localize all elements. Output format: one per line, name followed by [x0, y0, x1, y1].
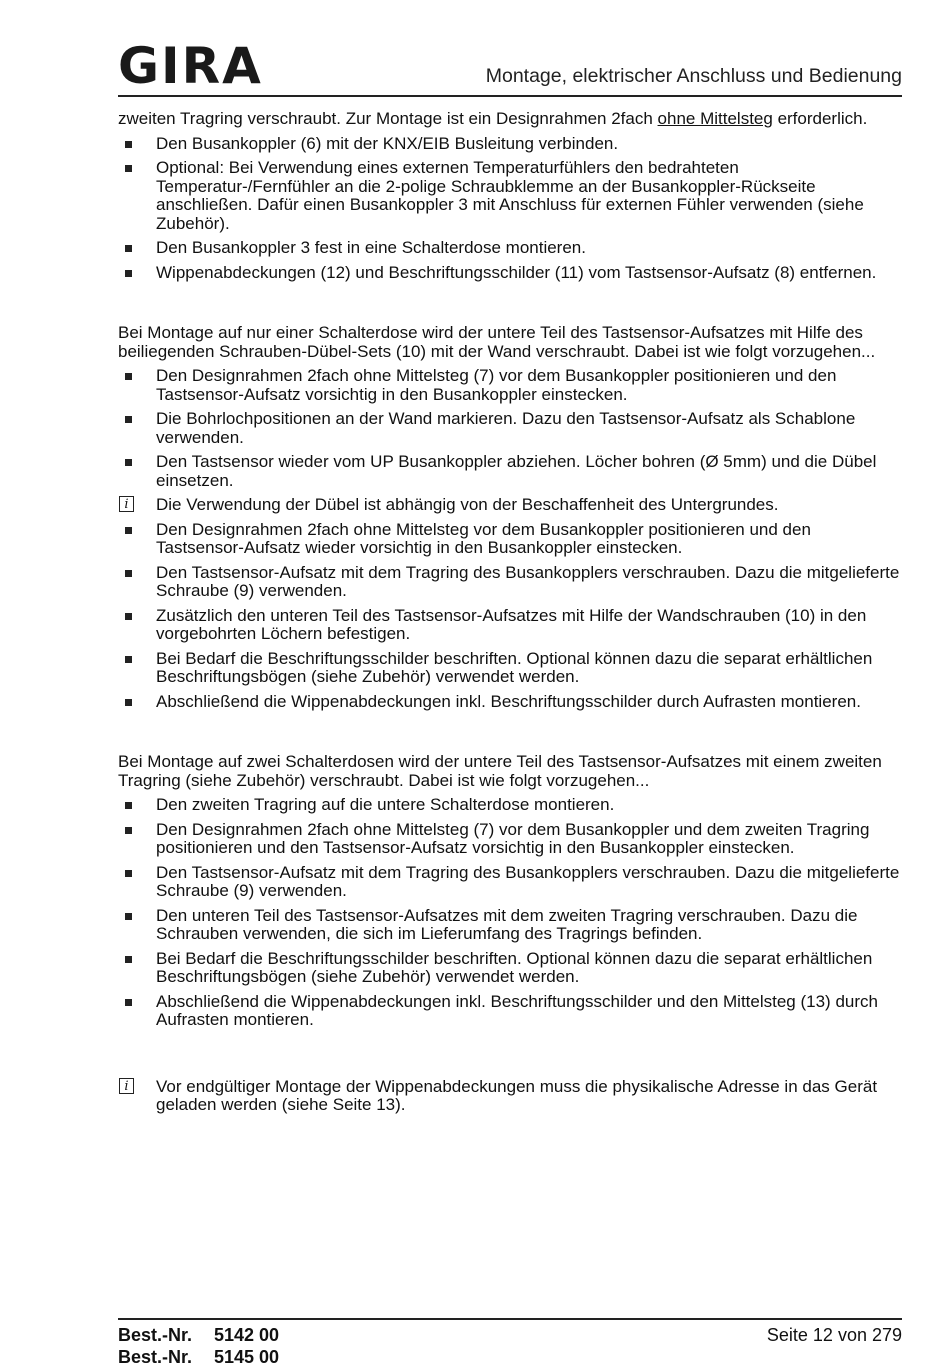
list-item: [118, 367, 902, 404]
square-bullet-icon: [125, 802, 132, 809]
list-item-text: Zusätzlich den unteren Teil des Tastsensor-Aufsatzes mit Hilfe der Wandschrauben (10) in den vorgebohrten Löchern befestigen.: [156, 605, 867, 643]
final-info-text: Vor endgültiger Montage der Wippenabdeckungen muss die physikalische Adresse in das Gerät geladen werden (siehe Seite 13).: [156, 1076, 878, 1114]
square-bullet-icon: [125, 956, 132, 963]
list-item-text: Den Tastsensor wieder vom UP Busankoppler abziehen. Löcher bohren (Ø 5mm) und die Dübel einsetzen.: [156, 452, 877, 490]
info-note: [118, 496, 902, 515]
list-item: [118, 239, 902, 258]
list-item-text: Den Tastsensor-Aufsatz mit dem Tragring des Busankopplers verschrauben. Dazu die mitgelieferte Schraube (9) verwenden.: [156, 562, 900, 600]
section-one-box-intro: Bei Montage auf nur einer Schalterdose wird der untere Teil des Tastsensor-Aufsatzes mit Hilfe des beiliegenden Schrauben-Dübel-Sets (10) mit der Wand verschraubt. Dabei ist wie folgt vorzugehen...: [118, 323, 876, 361]
order-number-value: 5145 00: [214, 1347, 280, 1367]
square-bullet-icon: [125, 827, 132, 834]
list-item: [118, 950, 902, 987]
list-item-text: Abschließend die Wippenabdeckungen inkl. Beschriftungsschilder und den Mittelsteg (13) durch Aufrasten montieren.: [156, 991, 878, 1029]
list-item-text: Den Designrahmen 2fach ohne Mittelsteg vor dem Busankoppler positionieren und den Tastsensor-Aufsatz wieder vorsichtig in den Busankoppler einstecken.: [156, 519, 811, 557]
intro-text-after: erforderlich.: [772, 109, 868, 128]
page-header-title: Montage, elektrischer Anschluss und Bedienung: [485, 65, 902, 87]
square-bullet-icon: [125, 141, 132, 148]
list-item-text: Den Busankoppler 3 fest in eine Schalterdose montieren.: [156, 238, 586, 257]
square-bullet-icon: [125, 699, 132, 706]
list-item-text: Abschließend die Wippenabdeckungen inkl. Beschriftungsschilder durch Aufrasten montieren.: [156, 691, 861, 711]
list-item: [118, 521, 902, 558]
list-item: [118, 159, 902, 233]
list-item: [118, 410, 902, 447]
final-info-note: [118, 1078, 902, 1115]
square-bullet-icon: [125, 913, 132, 920]
list-item: [118, 650, 902, 687]
header-divider: [118, 95, 902, 97]
order-numbers: [118, 1324, 279, 1368]
list-item-text: Bei Bedarf die Beschriftungsschilder beschriften. Optional können dazu die separat erhältlichen Beschriftungsbögen (siehe Zubehör) verwendet werden.: [156, 648, 873, 686]
list-item-text: Die Bohrlochpositionen an der Wand markieren. Dazu den Tastsensor-Aufsatz als Schablone verwenden.: [156, 409, 856, 447]
list-item: [118, 607, 902, 644]
intro-underlined-text: ohne Mittelsteg: [657, 109, 773, 128]
list-item-text: Den Designrahmen 2fach ohne Mittelsteg (7) vor dem Busankoppler positionieren und den Tastsensor-Aufsatz vorsichtig in den Busankoppler einstecken.: [156, 366, 837, 404]
info-icon: i: [119, 496, 134, 512]
list-item: [118, 821, 902, 858]
list-item-text: Den Designrahmen 2fach ohne Mittelsteg (7) vor dem Busankoppler und dem zweiten Tragring positionieren und den Tastsensor-Aufsatz vorsichtig in den Busankoppler einstecken.: [156, 819, 870, 857]
gira-logo: GIRA: [118, 37, 263, 95]
list-item: [118, 564, 902, 601]
square-bullet-icon: [125, 165, 132, 172]
square-bullet-icon: [125, 527, 132, 534]
intro-text-before: zweiten Tragring verschraubt. Zur Montage ist ein Designrahmen 2fach: [118, 109, 658, 128]
square-bullet-icon: [125, 459, 132, 466]
page-number: Seite 12 von 279: [766, 1325, 902, 1345]
list-item-text: Bei Bedarf die Beschriftungsschilder beschriften. Optional können dazu die separat erhältlichen Beschriftungsbögen (siehe Zubehör) verwendet werden.: [156, 948, 873, 986]
list-item: [118, 264, 902, 283]
square-bullet-icon: [125, 416, 132, 423]
list-item-text: Den Busankoppler (6) mit der KNX/EIB Busleitung verbinden.: [156, 133, 619, 153]
square-bullet-icon: [125, 999, 132, 1006]
info-icon: i: [119, 1078, 134, 1094]
document-body: [118, 110, 902, 1115]
list-item-text: Wippenabdeckungen (12) und Beschriftungsschilder (11) vom Tastsensor-Aufsatz (8) entfernen.: [156, 262, 877, 282]
list-item: [118, 796, 902, 815]
mounting-steps-list: [118, 135, 902, 283]
square-bullet-icon: [125, 870, 132, 877]
square-bullet-icon: [125, 656, 132, 663]
square-bullet-icon: [125, 613, 132, 620]
list-item: [118, 693, 902, 712]
list-item-text: Den unteren Teil des Tastsensor-Aufsatzes mit dem zweiten Tragring verschrauben. Dazu die Schrauben verwenden, die sich im Lieferumfang des Tragrings befinden.: [156, 905, 858, 943]
square-bullet-icon: [125, 373, 132, 380]
square-bullet-icon: [125, 270, 132, 277]
list-item-text: Optional: Bei Verwendung eines externen Temperaturfühlers den bedrahteten Temperatur-/Fernfühler an die 2-polige Schraubklemme an der Busankoppler-Rückseite anschließen. Dafür einen Busankoppler 3 mit Anschluss für externen Fühler verwenden (siehe Zubehör).: [156, 158, 864, 233]
order-number-label: Best.-Nr.: [118, 1325, 193, 1345]
list-item: [118, 993, 902, 1030]
footer-divider: [118, 1318, 902, 1320]
square-bullet-icon: [125, 570, 132, 577]
two-box-steps-list: [118, 796, 902, 1030]
list-item: [118, 135, 902, 154]
list-item-text: Den Tastsensor-Aufsatz mit dem Tragring des Busankopplers verschrauben. Dazu die mitgelieferte Schraube (9) verwenden.: [156, 862, 900, 900]
list-item: [118, 864, 902, 901]
list-item-text: Die Verwendung der Dübel ist abhängig von der Beschaffenheit des Untergrundes.: [156, 495, 779, 514]
square-bullet-icon: [125, 245, 132, 252]
order-number-label: Best.-Nr.: [118, 1347, 193, 1367]
list-item-text: Den zweiten Tragring auf die untere Schalterdose montieren.: [156, 795, 615, 814]
order-number-value: 5142 00: [214, 1325, 280, 1345]
list-item: [118, 907, 902, 944]
intro-paragraph: [118, 110, 902, 129]
one-box-steps-list: [118, 367, 902, 711]
section-two-box-intro: Bei Montage auf zwei Schalterdosen wird der untere Teil des Tastsensor-Aufsatzes mit einem zweiten Tragring (siehe Zubehör) verschraubt. Dabei ist wie folgt vorzugehen...: [118, 752, 882, 790]
list-item: [118, 453, 902, 490]
